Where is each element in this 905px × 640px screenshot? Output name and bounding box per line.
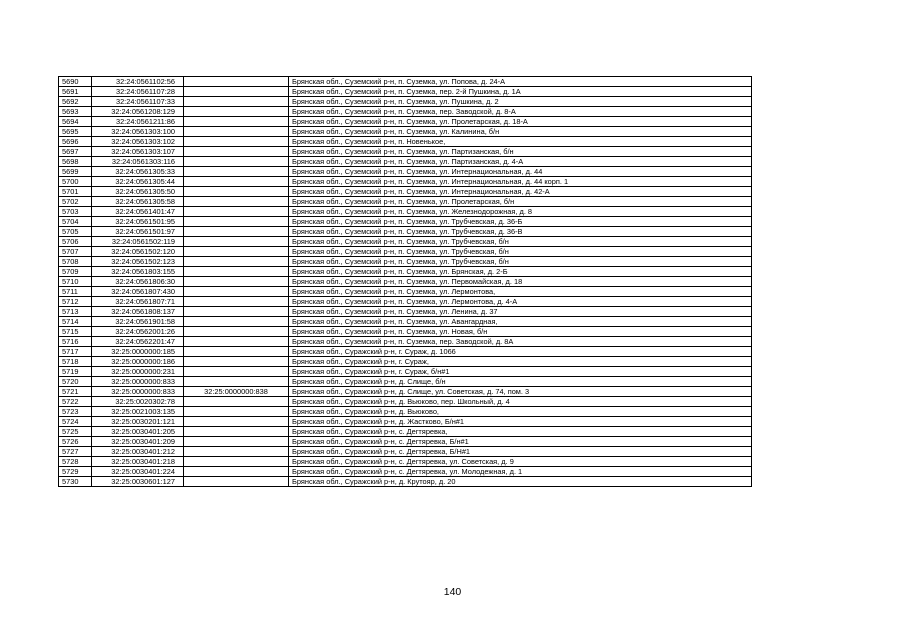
row-number-cell: 5716 — [59, 337, 92, 347]
row-number-cell: 5712 — [59, 297, 92, 307]
row-number-cell: 5714 — [59, 317, 92, 327]
table-row — [59, 367, 752, 377]
row-number-cell: 5693 — [59, 107, 92, 117]
secondary-cadastral-cell — [184, 437, 289, 447]
address-cell: Брянская обл., Суражский р-н, с. Дегтяревка, ул. Советская, д. 9 — [289, 457, 752, 467]
cadastral-number-cell: 32:25:0000000:185 — [92, 347, 184, 357]
address-cell: Брянская обл., Суземский р-н, п. Суземка, ул. Калинина, б/н — [289, 127, 752, 137]
table-row — [59, 157, 752, 167]
secondary-cadastral-cell — [184, 147, 289, 157]
row-number-cell: 5704 — [59, 217, 92, 227]
row-number-cell: 5711 — [59, 287, 92, 297]
secondary-cadastral-cell — [184, 127, 289, 137]
address-cell: Брянская обл., Суражский р-н, д. Крутояр, д. 20 — [289, 477, 752, 487]
address-cell: Брянская обл., Суражский р-н, с. Дегтяревка, — [289, 427, 752, 437]
secondary-cadastral-cell — [184, 117, 289, 127]
secondary-cadastral-cell — [184, 97, 289, 107]
address-cell: Брянская обл., Суземский р-н, п. Суземка, ул. Трубчевская, д. 36-В — [289, 227, 752, 237]
row-number-cell: 5729 — [59, 467, 92, 477]
table-row — [59, 417, 752, 427]
row-number-cell: 5717 — [59, 347, 92, 357]
row-number-cell: 5691 — [59, 87, 92, 97]
secondary-cadastral-cell — [184, 187, 289, 197]
cadastral-number-cell: 32:24:0561502:119 — [92, 237, 184, 247]
secondary-cadastral-cell — [184, 247, 289, 257]
table-row — [59, 257, 752, 267]
address-cell: Брянская обл., Суземский р-н, п. Суземка, ул. Партизанская, д. 4-А — [289, 157, 752, 167]
row-number-cell: 5721 — [59, 387, 92, 397]
address-cell: Брянская обл., Суземский р-н, п. Суземка, ул. Трубчевская, д. 36-Б — [289, 217, 752, 227]
table-row — [59, 267, 752, 277]
row-number-cell: 5694 — [59, 117, 92, 127]
table-row — [59, 237, 752, 247]
row-number-cell: 5701 — [59, 187, 92, 197]
table-row — [59, 457, 752, 467]
row-number-cell: 5698 — [59, 157, 92, 167]
table-row — [59, 137, 752, 147]
row-number-cell: 5725 — [59, 427, 92, 437]
table-row — [59, 477, 752, 487]
table-row — [59, 427, 752, 437]
table-row — [59, 277, 752, 287]
secondary-cadastral-cell — [184, 407, 289, 417]
secondary-cadastral-cell — [184, 257, 289, 267]
address-cell: Брянская обл., Суражский р-н, г. Сураж, б/н#1 — [289, 367, 752, 377]
secondary-cadastral-cell — [184, 167, 289, 177]
cadastral-number-cell: 32:25:0030201:121 — [92, 417, 184, 427]
address-cell: Брянская обл., Суземский р-н, п. Суземка, ул. Авангардная, — [289, 317, 752, 327]
secondary-cadastral-cell — [184, 467, 289, 477]
cadastral-number-cell: 32:24:0561305:50 — [92, 187, 184, 197]
table-row — [59, 207, 752, 217]
table-row — [59, 347, 752, 357]
row-number-cell: 5726 — [59, 437, 92, 447]
secondary-cadastral-cell — [184, 397, 289, 407]
secondary-cadastral-cell — [184, 77, 289, 87]
row-number-cell: 5707 — [59, 247, 92, 257]
secondary-cadastral-cell — [184, 427, 289, 437]
address-cell: Брянская обл., Суземский р-н, п. Суземка, ул. Ленина, д. 37 — [289, 307, 752, 317]
cadastral-number-cell: 32:24:0561901:58 — [92, 317, 184, 327]
table-row — [59, 287, 752, 297]
row-number-cell: 5730 — [59, 477, 92, 487]
cadastral-number-cell: 32:25:0030401:212 — [92, 447, 184, 457]
row-number-cell: 5710 — [59, 277, 92, 287]
row-number-cell: 5703 — [59, 207, 92, 217]
secondary-cadastral-cell — [184, 307, 289, 317]
table-row — [59, 407, 752, 417]
row-number-cell: 5713 — [59, 307, 92, 317]
row-number-cell: 5702 — [59, 197, 92, 207]
table-row — [59, 297, 752, 307]
address-cell: Брянская обл., Суземский р-н, п. Суземка, ул. Пролетарская, д. 18-А — [289, 117, 752, 127]
secondary-cadastral-cell — [184, 197, 289, 207]
address-cell: Брянская обл., Суражский р-н, д. Слище, б/н — [289, 377, 752, 387]
secondary-cadastral-cell — [184, 277, 289, 287]
table-row — [59, 77, 752, 87]
secondary-cadastral-cell — [184, 207, 289, 217]
cadastral-number-cell: 32:25:0000000:231 — [92, 367, 184, 377]
table-row — [59, 167, 752, 177]
cadastral-number-cell: 32:24:0562201:47 — [92, 337, 184, 347]
row-number-cell: 5700 — [59, 177, 92, 187]
address-cell: Брянская обл., Суземский р-н, п. Суземка, ул. Брянская, д. 2-Б — [289, 267, 752, 277]
address-cell: Брянская обл., Суземский р-н, п. Суземка, ул. Интернациональная, д. 44 корп. 1 — [289, 177, 752, 187]
cadastral-number-cell: 32:24:0561303:116 — [92, 157, 184, 167]
secondary-cadastral-cell — [184, 157, 289, 167]
row-number-cell: 5708 — [59, 257, 92, 267]
address-cell: Брянская обл., Суземский р-н, п. Суземка, ул. Первомайская, д. 18 — [289, 277, 752, 287]
row-number-cell: 5719 — [59, 367, 92, 377]
address-cell: Брянская обл., Суземский р-н, п. Суземка, ул. Интернациональная, д. 42-А — [289, 187, 752, 197]
secondary-cadastral-cell: 32:25:0000000:838 — [184, 387, 289, 397]
cadastral-number-cell: 32:24:0561107:28 — [92, 87, 184, 97]
address-cell: Брянская обл., Суражский р-н, г. Сураж, д. 1066 — [289, 347, 752, 357]
secondary-cadastral-cell — [184, 327, 289, 337]
secondary-cadastral-cell — [184, 377, 289, 387]
address-cell: Брянская обл., Суземский р-н, п. Новенькое, — [289, 137, 752, 147]
cadastral-number-cell: 32:24:0561303:100 — [92, 127, 184, 137]
cadastral-number-cell: 32:25:0030601:127 — [92, 477, 184, 487]
cadastral-number-cell: 32:25:0000000:186 — [92, 357, 184, 367]
cadastral-number-cell: 32:24:0561305:33 — [92, 167, 184, 177]
address-cell: Брянская обл., Суземский р-н, п. Суземка, пер. Заводской, д. 8А — [289, 337, 752, 347]
table-row — [59, 227, 752, 237]
row-number-cell: 5728 — [59, 457, 92, 467]
secondary-cadastral-cell — [184, 137, 289, 147]
table-row — [59, 387, 752, 397]
address-cell: Брянская обл., Суземский р-н, п. Суземка, ул. Трубчевская, б/н — [289, 247, 752, 257]
row-number-cell: 5695 — [59, 127, 92, 137]
cadastral-number-cell: 32:24:0561305:58 — [92, 197, 184, 207]
cadastral-number-cell: 32:24:0561303:107 — [92, 147, 184, 157]
address-cell: Брянская обл., Суземский р-н, п. Суземка, ул. Попова, д. 24-А — [289, 77, 752, 87]
secondary-cadastral-cell — [184, 287, 289, 297]
secondary-cadastral-cell — [184, 367, 289, 377]
row-number-cell: 5690 — [59, 77, 92, 87]
cadastral-number-cell: 32:24:0561102:56 — [92, 77, 184, 87]
secondary-cadastral-cell — [184, 237, 289, 247]
row-number-cell: 5705 — [59, 227, 92, 237]
secondary-cadastral-cell — [184, 457, 289, 467]
table-row — [59, 217, 752, 227]
cadastral-number-cell: 32:24:0561208:129 — [92, 107, 184, 117]
cadastral-number-cell: 32:24:0561803:155 — [92, 267, 184, 277]
cadastral-number-cell: 32:25:0020302:78 — [92, 397, 184, 407]
cadastral-number-cell: 32:25:0030401:218 — [92, 457, 184, 467]
secondary-cadastral-cell — [184, 87, 289, 97]
cadastral-number-cell: 32:25:0030401:205 — [92, 427, 184, 437]
table-row — [59, 177, 752, 187]
table-row — [59, 147, 752, 157]
address-cell: Брянская обл., Суземский р-н, п. Суземка, ул. Лермонтова, — [289, 287, 752, 297]
cadastral-number-cell: 32:24:0561502:123 — [92, 257, 184, 267]
secondary-cadastral-cell — [184, 477, 289, 487]
secondary-cadastral-cell — [184, 347, 289, 357]
cadastral-number-cell: 32:24:0561806:30 — [92, 277, 184, 287]
address-cell: Брянская обл., Суражский р-н, с. Дегтяревка, ул. Молодежная, д. 1 — [289, 467, 752, 477]
address-cell: Брянская обл., Суземский р-н, п. Суземка, ул. Пушкина, д. 2 — [289, 97, 752, 107]
table-row — [59, 107, 752, 117]
table-row — [59, 117, 752, 127]
row-number-cell: 5718 — [59, 357, 92, 367]
cadastral-number-cell: 32:25:0021003:135 — [92, 407, 184, 417]
table-row — [59, 337, 752, 347]
table-row — [59, 307, 752, 317]
secondary-cadastral-cell — [184, 357, 289, 367]
secondary-cadastral-cell — [184, 177, 289, 187]
secondary-cadastral-cell — [184, 317, 289, 327]
cadastral-number-cell: 32:24:0561808:137 — [92, 307, 184, 317]
secondary-cadastral-cell — [184, 267, 289, 277]
address-cell: Брянская обл., Суземский р-н, п. Суземка, пер. Заводской, д. 8-А — [289, 107, 752, 117]
address-cell: Брянская обл., Суземский р-н, п. Суземка, ул. Партизанская, б/н — [289, 147, 752, 157]
cadastral-number-cell: 32:24:0561501:95 — [92, 217, 184, 227]
page-number: 140 — [443, 586, 462, 598]
table-row — [59, 437, 752, 447]
cadastral-number-cell: 32:24:0561303:102 — [92, 137, 184, 147]
secondary-cadastral-cell — [184, 447, 289, 457]
cadastral-number-cell: 32:24:0561211:86 — [92, 117, 184, 127]
table-row — [59, 197, 752, 207]
cadastral-number-cell: 32:24:0561502:120 — [92, 247, 184, 257]
address-cell: Брянская обл., Суражский р-н, д. Вьюково, — [289, 407, 752, 417]
records-table — [58, 76, 752, 487]
secondary-cadastral-cell — [184, 337, 289, 347]
cadastral-number-cell: 32:24:0561401:47 — [92, 207, 184, 217]
address-cell: Брянская обл., Суземский р-н, п. Суземка, пер. 2-й Пушкина, д. 1А — [289, 87, 752, 97]
table-row — [59, 447, 752, 457]
cadastral-number-cell: 32:24:0561807:430 — [92, 287, 184, 297]
row-number-cell: 5722 — [59, 397, 92, 407]
address-cell: Брянская обл., Суражский р-н, с. Дегтяревка, Б/Н#1 — [289, 447, 752, 457]
address-cell: Брянская обл., Суражский р-н, с. Дегтяревка, Б/н#1 — [289, 437, 752, 447]
address-cell: Брянская обл., Суземский р-н, п. Суземка, ул. Интернациональная, д. 44 — [289, 167, 752, 177]
table-row — [59, 87, 752, 97]
secondary-cadastral-cell — [184, 227, 289, 237]
cadastral-number-cell: 32:25:0030401:224 — [92, 467, 184, 477]
row-number-cell: 5696 — [59, 137, 92, 147]
cadastral-number-cell: 32:24:0561501:97 — [92, 227, 184, 237]
row-number-cell: 5692 — [59, 97, 92, 107]
cadastral-number-cell: 32:24:0562001:26 — [92, 327, 184, 337]
secondary-cadastral-cell — [184, 417, 289, 427]
address-cell: Брянская обл., Суземский р-н, п. Суземка, ул. Трубчевская, б/н — [289, 257, 752, 267]
table-row — [59, 397, 752, 407]
cadastral-number-cell: 32:24:0561107:33 — [92, 97, 184, 107]
cadastral-number-cell: 32:24:0561807:71 — [92, 297, 184, 307]
cadastral-number-cell: 32:25:0000000:833 — [92, 377, 184, 387]
table-row — [59, 357, 752, 367]
table-row — [59, 317, 752, 327]
secondary-cadastral-cell — [184, 297, 289, 307]
table-row — [59, 327, 752, 337]
address-cell: Брянская обл., Суражский р-н, д. Вьюково, пер. Школьный, д. 4 — [289, 397, 752, 407]
address-cell: Брянская обл., Суражский р-н, г. Сураж, — [289, 357, 752, 367]
cadastral-number-cell: 32:25:0000000:833 — [92, 387, 184, 397]
table-row — [59, 187, 752, 197]
address-cell: Брянская обл., Суземский р-н, п. Суземка, ул. Лермонтова, д. 4-А — [289, 297, 752, 307]
address-cell: Брянская обл., Суражский р-н, д. Слище, ул. Советская, д. 74, пом. 3 — [289, 387, 752, 397]
address-cell: Брянская обл., Суземский р-н, п. Суземка, ул. Пролетарская, б/н — [289, 197, 752, 207]
table-row — [59, 127, 752, 137]
table-row — [59, 97, 752, 107]
address-cell: Брянская обл., Суземский р-н, п. Суземка, ул. Трубчевская, б/н — [289, 237, 752, 247]
row-number-cell: 5720 — [59, 377, 92, 387]
row-number-cell: 5699 — [59, 167, 92, 177]
row-number-cell: 5724 — [59, 417, 92, 427]
table-row — [59, 247, 752, 257]
row-number-cell: 5697 — [59, 147, 92, 157]
row-number-cell: 5706 — [59, 237, 92, 247]
row-number-cell: 5709 — [59, 267, 92, 277]
records-table-body — [59, 77, 752, 487]
row-number-cell: 5727 — [59, 447, 92, 457]
cadastral-number-cell: 32:24:0561305:44 — [92, 177, 184, 187]
secondary-cadastral-cell — [184, 107, 289, 117]
table-row — [59, 377, 752, 387]
row-number-cell: 5723 — [59, 407, 92, 417]
address-cell: Брянская обл., Суземский р-н, п. Суземка, ул. Железнодорожная, д. 8 — [289, 207, 752, 217]
cadastral-number-cell: 32:25:0030401:209 — [92, 437, 184, 447]
row-number-cell: 5715 — [59, 327, 92, 337]
address-cell: Брянская обл., Суражский р-н, д. Жастково, Б/н#1 — [289, 417, 752, 427]
address-cell: Брянская обл., Суземский р-н, п. Суземка, ул. Новая, б/н — [289, 327, 752, 337]
secondary-cadastral-cell — [184, 217, 289, 227]
table-row — [59, 467, 752, 477]
